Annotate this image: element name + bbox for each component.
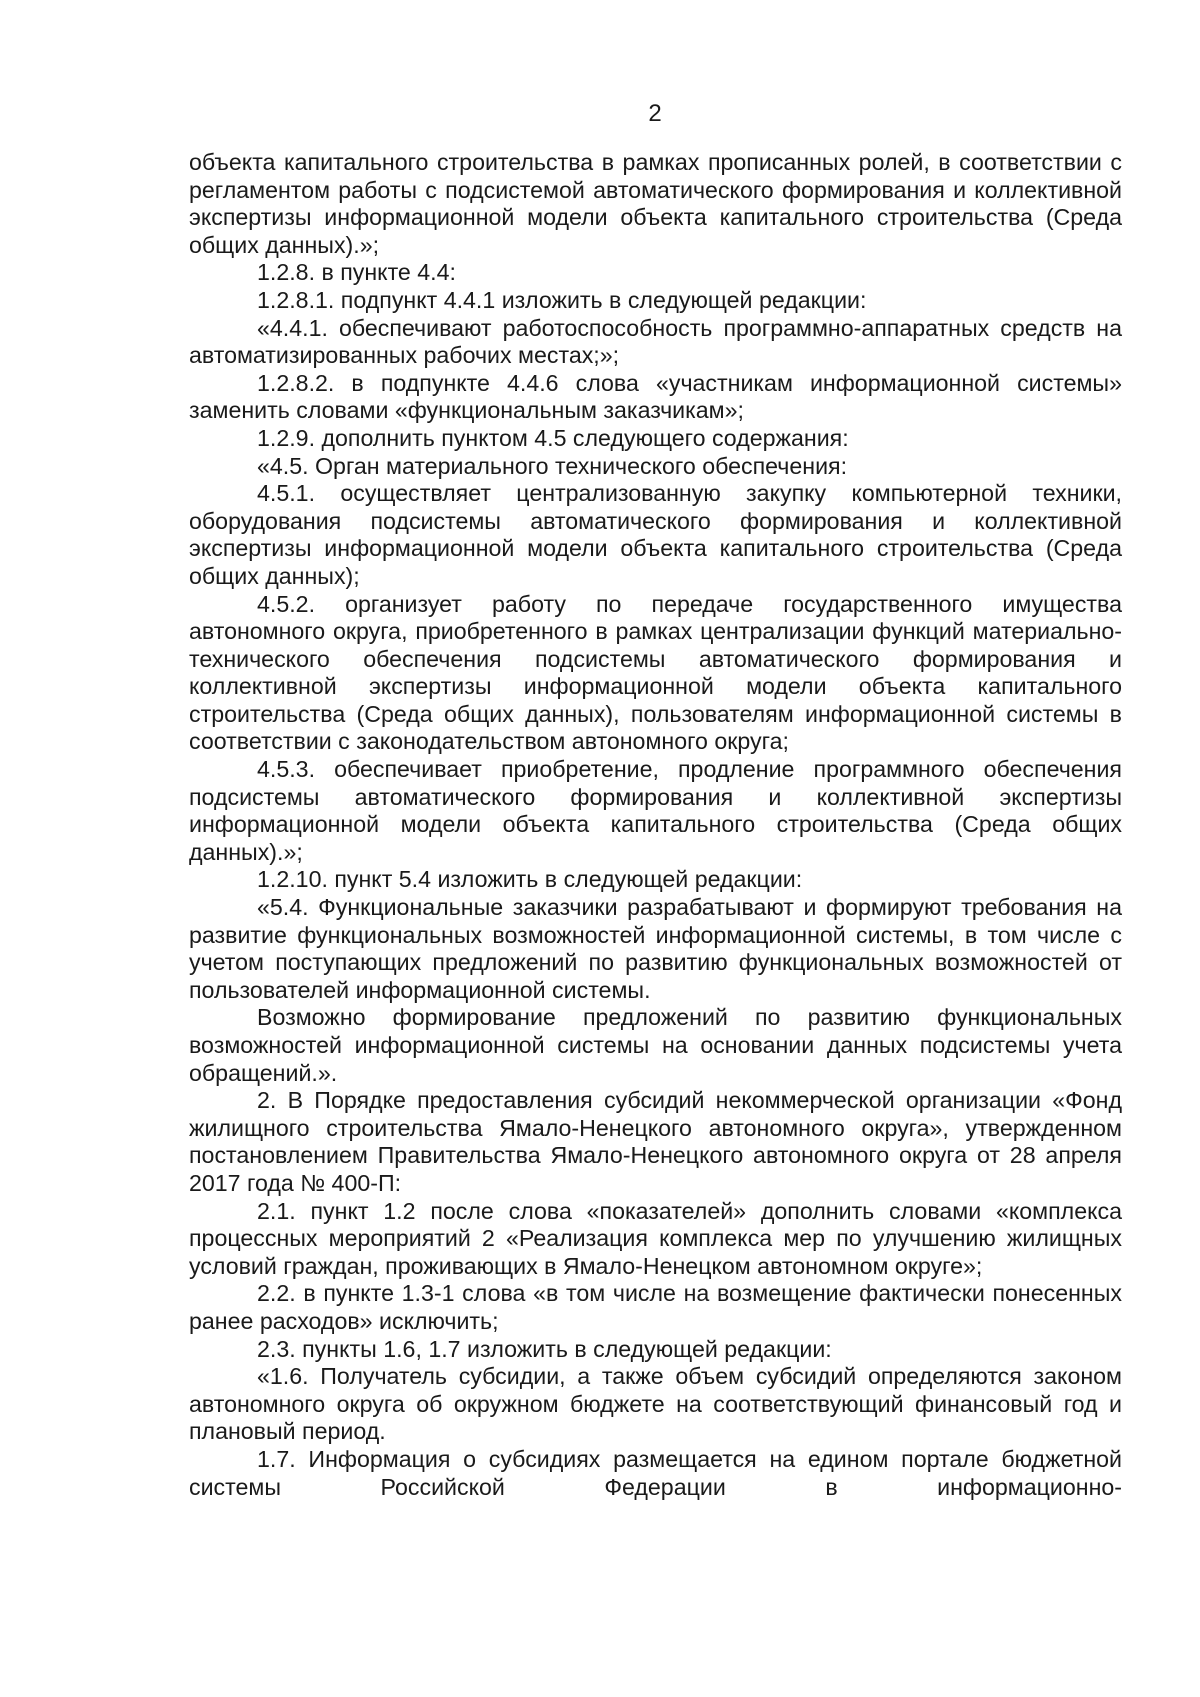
paragraph: 1.2.10. пункт 5.4 изложить в следующей редакции: bbox=[257, 866, 803, 893]
page-number: 2 bbox=[648, 100, 662, 127]
paragraph: 2.3. пункты 1.6, 1.7 изложить в следующей редакции: bbox=[257, 1335, 832, 1362]
paragraph: «1.6. Получатель субсидии, а также объем субсидий определяются законом автономного округа об окружном бюджете на соответствующий финансовый год и плановый период. bbox=[189, 1363, 1122, 1445]
paragraph: 2.2. в пункте 1.3-1 слова «в том числе на возмещение фактически понесенных ранее расходов» исключить; bbox=[189, 1280, 1122, 1334]
paragraph: «4.5. Орган материального технического обеспечения: bbox=[257, 452, 848, 479]
paragraph: 1.2.8.2. в подпункте 4.4.6 слова «участникам информационной системы» заменить словами «функциональным заказчикам»; bbox=[189, 369, 1122, 424]
paragraph: объекта капитального строительства в рамках прописанных ролей, в соответствии с регламентом работы с подсистемой автоматического формирования и коллективной экспертизы информационной модели объекта капитального строительства (Среда общих данных).»; bbox=[189, 149, 1122, 258]
paragraph: «5.4. Функциональные заказчики разрабатывают и формируют требования на развитие функциональных возможностей информационной системы, в том числе с учетом поступающих предложений по развитию функциональных возможностей от пользователей информационной системы. bbox=[189, 894, 1122, 1003]
paragraph: 4.5.3. обеспечивает приобретение, продление программного обеспечения подсистемы автоматического формирования и коллективной экспертизы информационной модели объекта капитального строительства (Среда общих данных).»; bbox=[189, 756, 1122, 865]
paragraph: 2.1. пункт 1.2 после слова «показателей» дополнить словами «комплекса процессных мероприятий 2 «Реализация комплекса мер по улучшению жилищных условий граждан, проживающих в Ямало-Ненецком автономном округе»; bbox=[189, 1197, 1122, 1279]
paragraph: 2. В Порядке предоставления субсидий некоммерческой организации «Фонд жилищного строительства Ямало-Ненецкого автономного округа», утвержденном постановлением Правительства Ямало-Ненецкого автономного округа от 28 апреля 2017 года № 400-П: bbox=[189, 1087, 1122, 1196]
paragraph: 1.2.8.1. подпункт 4.4.1 изложить в следующей редакции: bbox=[257, 286, 867, 313]
paragraph: 4.5.2. организует работу по передаче государственного имущества автономного округа, приобретенного в рамках централизации функций материально-технического обеспечения подсистемы автоматического формирования и коллективной экспертизы информационной модели объекта капитального строительства (Среда общих данных), пользователям информационной системы в соответствии с законодательством автономного округа; bbox=[189, 590, 1122, 755]
paragraph: 1.7. Информация о субсидиях размещается на едином портале бюджетной системы Российской Федерации в информационно- bbox=[189, 1445, 1122, 1500]
paragraph: «4.4.1. обеспечивают работоспособность программно-аппаратных средств на автоматизированных рабочих местах;»; bbox=[189, 314, 1122, 369]
paragraph: 1.2.9. дополнить пунктом 4.5 следующего содержания: bbox=[257, 424, 849, 451]
document-body bbox=[189, 149, 1122, 1501]
paragraph: 4.5.1. осуществляет централизованную закупку компьютерной техники, оборудования подсистемы автоматического формирования и коллективной экспертизы информационной модели объекта капитального строительства (Среда общих данных); bbox=[189, 480, 1122, 589]
paragraph: 1.2.8. в пункте 4.4: bbox=[257, 259, 456, 286]
paragraph: Возможно формирование предложений по развитию функциональных возможностей информационной системы на основании данных подсистемы учета обращений.». bbox=[189, 1004, 1122, 1086]
